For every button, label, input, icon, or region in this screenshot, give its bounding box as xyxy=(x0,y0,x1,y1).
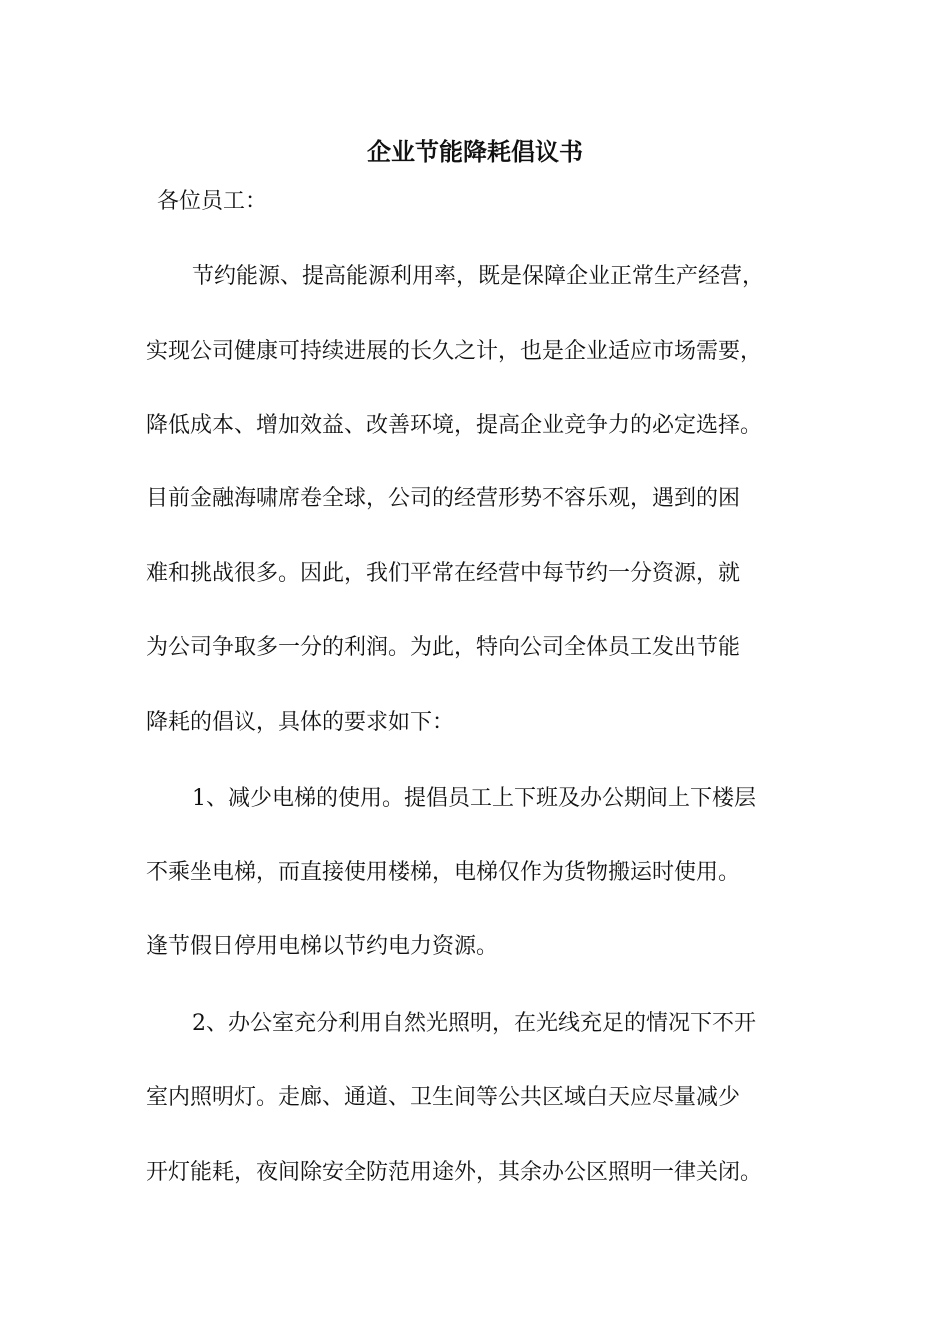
paragraph-line: 难和挑战很多。因此，我们平常在经营中每节约一分资源，就 xyxy=(146,561,741,586)
paragraph-line: 目前金融海啸席卷全球，公司的经营形势不容乐观，遇到的困 xyxy=(146,486,741,511)
list-item-line: 室内照明灯。走廊、通道、卫生间等公共区域白天应尽量减少 xyxy=(146,1085,741,1110)
paragraph-line: 降耗的倡议，具体的要求如下： xyxy=(146,710,455,735)
list-item-line: 开灯能耗，夜间除安全防范用途外，其余办公区照明一律关闭。 xyxy=(146,1160,763,1185)
list-item-line: 不乘坐电梯，而直接使用楼梯，电梯仅作为货物搬运时使用。 xyxy=(146,860,741,885)
paragraph-line: 降低成本、增加效益、改善环境，提高企业竞争力的必定选择。 xyxy=(146,413,763,438)
salutation: 各位员工： xyxy=(157,189,268,214)
paragraph-line: 实现公司健康可持续进展的长久之计，也是企业适应市场需要， xyxy=(146,339,763,364)
list-item-line: 1、减少电梯的使用。提倡员工上下班及办公期间上下楼层 xyxy=(192,786,756,811)
paragraph-line: 节约能源、提高能源利用率，既是保障企业正常生产经营， xyxy=(192,264,765,289)
list-item-line: 2、办公室充分利用自然光照明，在光线充足的情况下不开 xyxy=(192,1011,756,1036)
paragraph-line: 为公司争取多一分的利润。为此，特向公司全体员工发出节能 xyxy=(146,635,741,660)
document-title: 企业节能降耗倡议书 xyxy=(367,137,583,166)
list-item-line: 逢节假日停用电梯以节约电力资源。 xyxy=(146,934,499,959)
